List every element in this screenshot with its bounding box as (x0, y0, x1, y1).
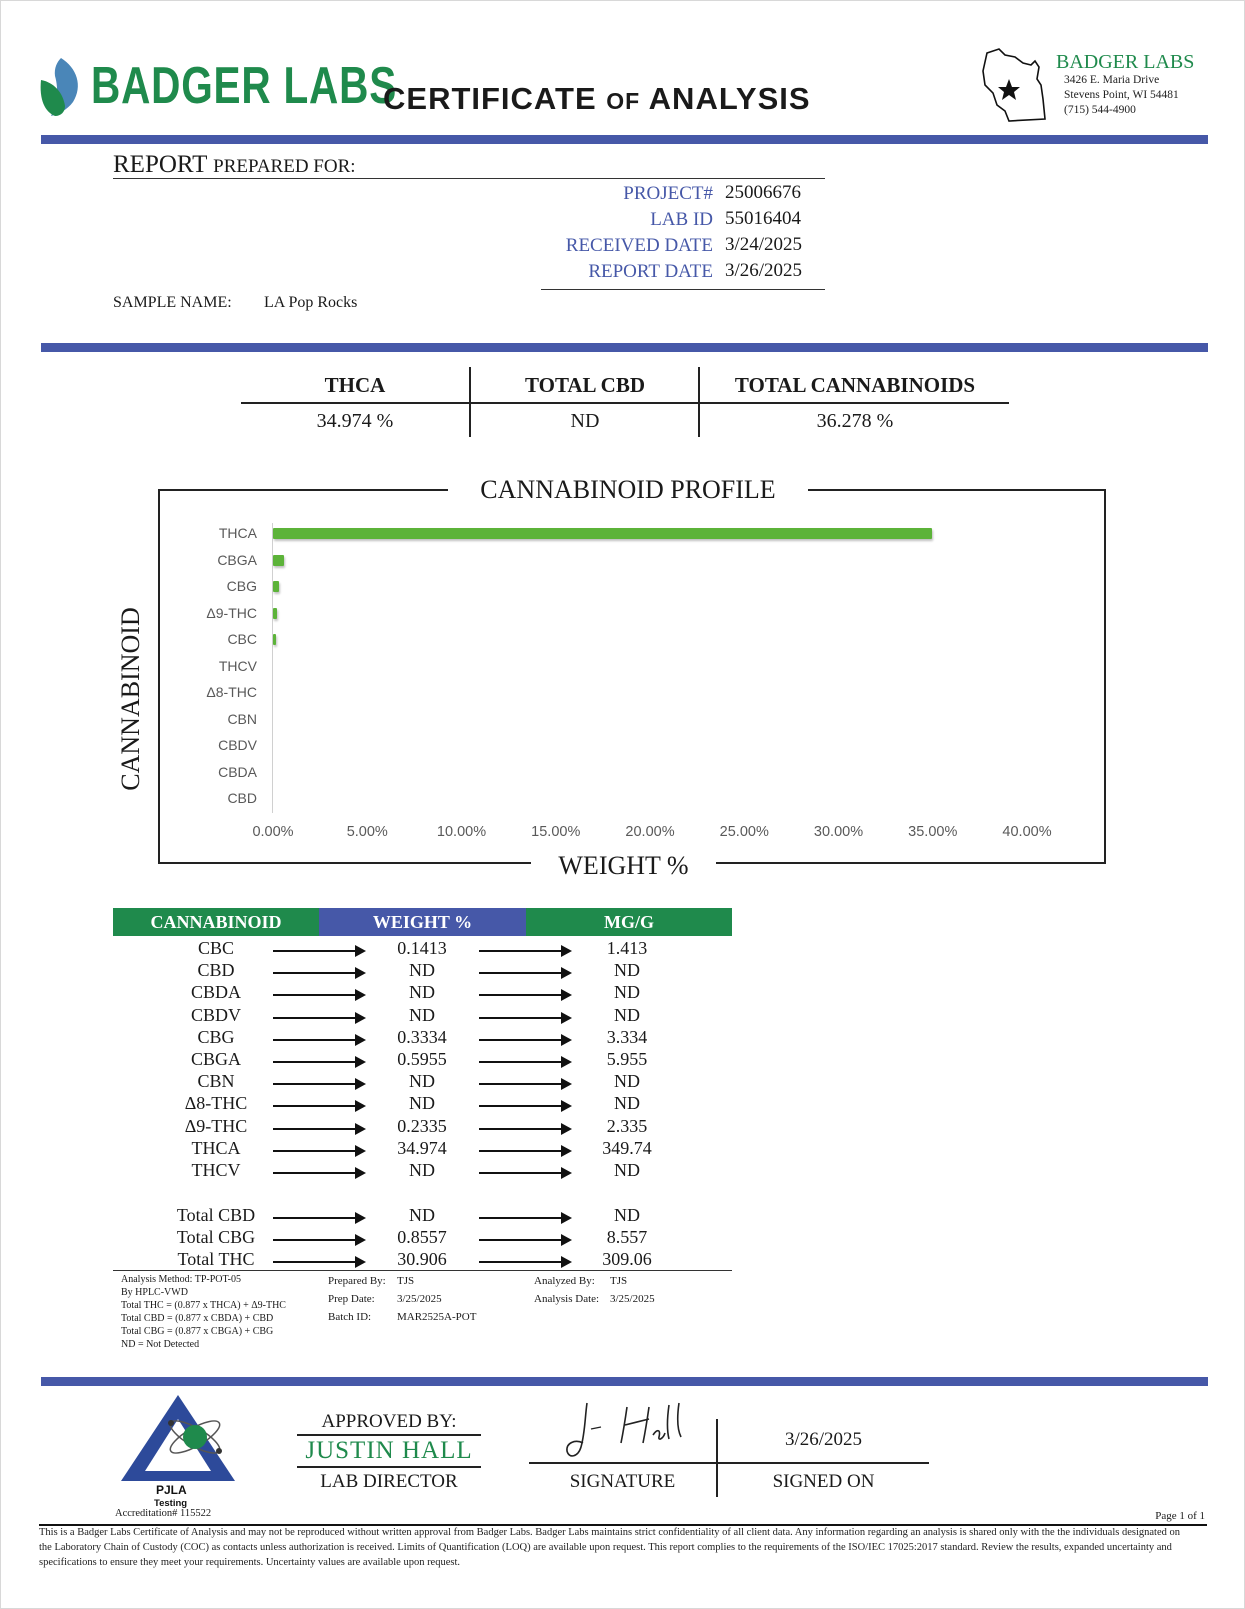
table-row-cell-weight: 0.2335 (397, 1115, 447, 1136)
summary-separator (469, 367, 471, 437)
chart-x-tick-label: 5.00% (346, 824, 388, 840)
chart-x-tick-label: 20.00% (625, 824, 675, 840)
prep-date-label: Prep Date: (328, 1293, 375, 1305)
table-row-cell-cannabinoid: THCA (191, 1137, 241, 1158)
summary-total-cannabinoids-label: TOTAL CANNABINOIDS (734, 373, 976, 397)
table-row-cell-cannabinoid: CBN (197, 1071, 235, 1092)
row-arrow-icon (479, 1017, 570, 1019)
row-arrow-icon (479, 950, 570, 952)
pjla-testing-label: Testing (154, 1498, 188, 1509)
chart-x-axis-label: WEIGHT % (531, 851, 716, 881)
chart-x-tick-label: 35.00% (908, 824, 958, 840)
signed-on-label: SIGNED ON (772, 1471, 875, 1492)
table-row-cell-weight: ND (409, 1093, 435, 1114)
table-row-cell-cannabinoid: CBD (197, 960, 235, 981)
summary-total-cannabinoids-value: 36.278 % (816, 410, 894, 432)
project-value: 25006676 (725, 182, 801, 203)
table-row-cell-weight: ND (409, 1160, 435, 1180)
row-arrow-icon (479, 994, 570, 996)
row-arrow-icon (479, 1105, 570, 1107)
report-date-label: REPORT DATE (588, 261, 713, 282)
table-row-cell-mgg: ND (614, 1160, 640, 1180)
row-arrow-icon (479, 1239, 570, 1241)
row-arrow-icon (273, 1083, 364, 1085)
row-arrow-icon (479, 1261, 570, 1263)
row-arrow-icon (273, 1172, 364, 1174)
row-arrow-icon (479, 1039, 570, 1041)
chart-x-tick-label: 25.00% (719, 824, 769, 840)
summary-thca-value: 34.974 % (316, 410, 394, 432)
approver-role: LAB DIRECTOR (320, 1471, 458, 1492)
row-arrow-icon (479, 1217, 570, 1219)
method-note-line: ND = Not Detected (121, 1339, 200, 1350)
total-row-cell-mgg: ND (614, 1205, 640, 1225)
row-arrow-icon (273, 1061, 364, 1063)
table-row-cell-cannabinoid: CBDV (190, 1004, 241, 1025)
chart-y-axis-line (272, 523, 273, 813)
row-arrow-icon (273, 994, 364, 996)
total-row-cell-weight: 30.906 (397, 1249, 447, 1270)
batch-id-label: Batch ID: (328, 1311, 372, 1323)
chart-category-label: THCV (218, 657, 257, 674)
table-header-weight: WEIGHT % (319, 908, 526, 936)
method-note-line: Total CBG = (0.877 x CBGA) + CBG (121, 1326, 274, 1337)
chart-x-tick-label: 30.00% (813, 824, 864, 840)
table-row-cell-weight: ND (409, 1004, 435, 1025)
chart-bar (273, 581, 279, 592)
row-arrow-icon (273, 1217, 364, 1219)
approved-by-label: APPROVED BY: (321, 1411, 457, 1432)
sample-name-label: SAMPLE NAME: (113, 294, 232, 311)
row-arrow-icon (273, 1128, 364, 1130)
chart-category-label: CBG (226, 578, 257, 594)
sample-name-value: LA Pop Rocks (264, 294, 358, 311)
row-arrow-icon (479, 1172, 570, 1174)
method-note-line: Analysis Method: TP-POT-05 (121, 1274, 242, 1285)
table-row-cell-cannabinoid: THCV (191, 1160, 241, 1180)
table-row-cell-weight: ND (409, 982, 435, 1003)
row-arrow-icon (479, 1150, 570, 1152)
table-row-cell-mgg: 2.335 (606, 1115, 648, 1136)
handwritten-signature (561, 1399, 701, 1461)
summary-thca-label: THCA (324, 373, 386, 397)
row-arrow-icon (479, 972, 570, 974)
total-row-cell-weight: ND (409, 1205, 435, 1225)
brand-name: BADGER LABS (91, 57, 398, 115)
signature-rule (529, 1462, 929, 1464)
section-divider (41, 343, 1208, 352)
total-row-cell-cannabinoid: Total CBG (176, 1227, 256, 1248)
batch-id-value: MAR2525A-POT (397, 1311, 477, 1323)
chart-category-label: CBC (227, 631, 257, 647)
table-row-cell-mgg: 1.413 (606, 938, 648, 958)
chart-category-label: THCA (218, 525, 257, 541)
total-row-cell-mgg: 309.06 (602, 1249, 652, 1270)
received-date-label: RECEIVED DATE (565, 235, 713, 256)
total-row-cell-cannabinoid: Total CBD (176, 1205, 256, 1225)
prepared-by-value: TJS (397, 1275, 415, 1287)
row-arrow-icon (273, 1017, 364, 1019)
total-row-cell-weight: 0.8557 (397, 1227, 447, 1248)
chart-category-label: CBDV (218, 737, 257, 753)
method-note-line: By HPLC-VWD (121, 1287, 188, 1298)
chart-category-label: CBDA (218, 763, 257, 780)
table-header-cannabinoid: CANNABINOID (113, 908, 319, 936)
table-bottom-rule (113, 1270, 732, 1271)
chart-frame (158, 489, 1106, 864)
chart-category-label: CBGA (217, 551, 257, 568)
signature-label: SIGNATURE (569, 1471, 676, 1492)
chart-x-tick-label: 40.00% (1002, 824, 1052, 840)
chart-category-label: CBD (227, 790, 257, 806)
table-row-cell-mgg: ND (614, 1093, 640, 1114)
summary-total-cbd-label: TOTAL CBD (524, 373, 645, 397)
table-header-mgg: MG/G (526, 908, 732, 936)
row-arrow-icon (273, 1105, 364, 1107)
chart-category-label: Δ8-THC (206, 684, 257, 700)
lab-id-label: LAB ID (650, 209, 713, 230)
document-title: CERTIFICATE OF ANALYSIS (383, 81, 811, 116)
table-row-cell-weight: 0.3334 (397, 1026, 447, 1047)
total-row-cell-mgg: 8.557 (606, 1227, 648, 1248)
report-heading-rule (113, 178, 825, 179)
pjla-accreditation-icon (119, 1393, 237, 1483)
row-arrow-icon (273, 972, 364, 974)
summary-separator (698, 367, 700, 437)
row-arrow-icon (273, 1239, 364, 1241)
table-row-cell-mgg: ND (614, 1071, 640, 1092)
table-row-cell-weight: 34.974 (397, 1137, 447, 1158)
row-arrow-icon (273, 950, 364, 952)
analysis-date-value: 3/25/2025 (610, 1293, 655, 1305)
row-arrow-icon (273, 1150, 364, 1152)
address-lab-name: BADGER LABS (1056, 51, 1195, 73)
page-number: Page 1 of 1 (1155, 1510, 1205, 1522)
table-row-cell-mgg: 3.334 (606, 1026, 648, 1047)
table-row-cell-cannabinoid: CBC (197, 938, 235, 958)
disclaimer-text: This is a Badger Labs Certificate of Analysis and may not be reproduced without written approval from Badger Labs. Badger Labs maintains strict confidentiality of all client data. Any information regarding an analysis is shared only with the the individuals designated on the Laboratory Chain of Custody (COC) as contacts unless authorization is received. Limits of Quantification (LOQ) are available upon request. This report complies to the requirements of the ISO/IEC 17025:2017 standard. Review the results, expanded uncertainty and specifications to ensure they meet your requirements. Uncertainty values are available upon request. (39, 1527, 1180, 1568)
approver-name: JUSTIN HALL (305, 1437, 473, 1464)
report-date-value: 3/26/2025 (725, 260, 803, 281)
table-row-cell-mgg: ND (614, 960, 640, 981)
table-row-cell-mgg: 349.74 (602, 1137, 652, 1158)
prepared-by-label: Prepared By: (328, 1275, 386, 1287)
meta-rule (541, 289, 825, 290)
table-row-cell-cannabinoid: CBGA (190, 1049, 241, 1069)
project-label: PROJECT# (623, 183, 713, 204)
table-row-cell-mgg: ND (614, 982, 640, 1003)
analyzed-by-value: TJS (610, 1275, 628, 1287)
address-street: 3426 E. Maria Drive (1064, 74, 1160, 86)
table-row-cell-weight: 0.5955 (397, 1049, 447, 1069)
method-notes (121, 1273, 286, 1351)
method-note-line: Total THC = (0.877 x THCA) + Δ9-THC (121, 1300, 286, 1311)
chart-category-label: Δ9-THC (206, 604, 257, 621)
analyzed-by-label: Analyzed By: (534, 1275, 595, 1287)
total-row-cell-cannabinoid: Total THC (177, 1249, 255, 1270)
approval-divider (41, 1377, 1208, 1386)
chart-x-tick-label: 15.00% (531, 824, 581, 840)
table-row-cell-mgg: 5.955 (606, 1049, 648, 1069)
chart-y-axis-label: CANNABINOID (116, 589, 146, 809)
table-row-cell-cannabinoid: CBG (197, 1026, 235, 1047)
row-arrow-icon (479, 1128, 570, 1130)
received-date-value: 3/24/2025 (725, 234, 803, 255)
prep-date-value: 3/25/2025 (397, 1293, 442, 1305)
analysis-date-label: Analysis Date: (534, 1293, 600, 1305)
row-arrow-icon (273, 1261, 364, 1263)
table-row-cell-cannabinoid: CBDA (190, 982, 241, 1003)
table-row-cell-cannabinoid: Δ9-THC (184, 1115, 248, 1136)
accreditation-number: Accreditation# 115522 (115, 1508, 212, 1519)
report-prepared-heading: REPORT PREPARED FOR: (113, 151, 356, 178)
pjla-label: PJLA (156, 1483, 187, 1497)
table-row-cell-weight: ND (409, 960, 435, 981)
chart-x-tick-label: 10.00% (436, 824, 487, 840)
summary-rule (241, 402, 1009, 404)
header-divider (41, 135, 1208, 144)
approved-rule (297, 1434, 481, 1436)
chart-bar (273, 608, 277, 619)
table-row-cell-mgg: ND (614, 1004, 640, 1025)
row-arrow-icon (273, 1039, 364, 1041)
table-row-cell-weight: ND (409, 1071, 435, 1092)
row-arrow-icon (479, 1083, 570, 1085)
table-row-cell-weight: 0.1413 (397, 938, 447, 958)
approver-rule (297, 1466, 481, 1468)
chart-title: CANNABINOID PROFILE (448, 475, 808, 505)
signed-date: 3/26/2025 (784, 1429, 863, 1450)
lab-id-value: 55016404 (725, 208, 801, 229)
chart-bar (273, 555, 284, 566)
chart-category-label: CBN (227, 710, 257, 727)
method-note-line: Total CBD = (0.877 x CBDA) + CBD (121, 1313, 274, 1324)
chart-x-tick-label: 0.00% (252, 824, 294, 840)
table-row-cell-cannabinoid: Δ8-THC (184, 1093, 248, 1114)
address-phone: (715) 544-4900 (1064, 104, 1136, 116)
summary-total-cbd-value: ND (570, 410, 600, 432)
address-city: Stevens Point, WI 54481 (1064, 89, 1179, 101)
wisconsin-map-icon (979, 45, 1055, 125)
leaf-logo-icon (37, 56, 87, 118)
chart-bar (273, 634, 276, 645)
row-arrow-icon (479, 1061, 570, 1063)
chart-bar (273, 528, 932, 539)
